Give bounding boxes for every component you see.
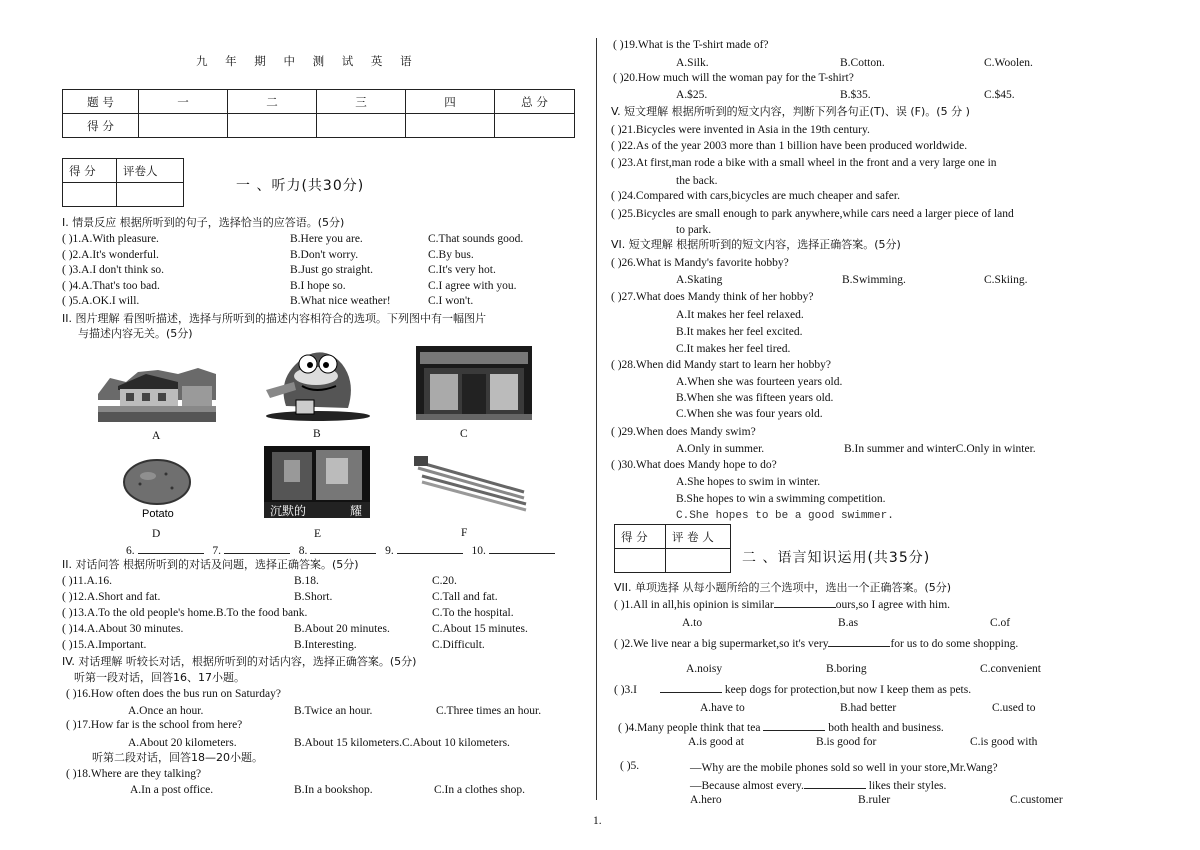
q26-option-a[interactable]: A.Skating (676, 274, 723, 286)
q1-option-a[interactable]: A.to (682, 617, 703, 629)
q17-option-a[interactable]: A.About 20 kilometers. (128, 737, 237, 749)
q5-stem-a: —Because almost every. (690, 780, 804, 792)
q5-option-a[interactable]: A.hero (690, 794, 722, 806)
sec3-heading: II. 对话问答 根据所听到的对话及问题，选择正确答案。(5分) (62, 558, 359, 571)
q28-option-b[interactable]: B.When she was fifteen years old. (676, 392, 834, 404)
sec3-question-5-option-c[interactable]: C.Difficult. (432, 639, 485, 651)
q4-option-a[interactable]: A.is good at (688, 736, 744, 748)
sec1-question-2-option-b[interactable]: B.Don't worry. (290, 248, 359, 261)
sec3-question-3-stem: ( )13.A.To the old people's home.B.To the food bank. (62, 607, 308, 619)
grader-score-label: 得 分 (63, 159, 117, 183)
score-table-col-total: 总 分 (495, 90, 575, 114)
q28-option-a[interactable]: A.When she was fourteen years old. (676, 376, 843, 388)
q30-option-b[interactable]: B.She hopes to win a swimming competition. (676, 493, 886, 505)
q5-option-b[interactable]: B.ruler (858, 794, 891, 806)
score-cell[interactable] (406, 114, 495, 138)
sec6-heading: VI. 短文理解 根据所听到的短文内容，选择正确答案。(5分) (611, 238, 901, 251)
blank-label-10: 10. (471, 545, 486, 557)
q17-option-bc[interactable]: B.About 15 kilometers.C.About 10 kilometers. (294, 737, 510, 749)
q4-option-c[interactable]: C.is good with (970, 736, 1038, 748)
question-26: ( )26.What is Mandy's favorite hobby? (611, 257, 789, 269)
answer-blank-7[interactable] (224, 543, 290, 554)
q3-option-a[interactable]: A.have to (700, 702, 745, 714)
q29-option-a[interactable]: A.Only in summer. (676, 443, 765, 455)
sec3-question-1-stem: ( )11.A.16. (62, 575, 113, 587)
sec1-question-3-stem: ( )3.A.I don't think so. (62, 264, 165, 276)
q20-option-c[interactable]: C.$45. (984, 89, 1015, 101)
picture-e-label: E (314, 528, 322, 540)
answer-blank-6[interactable] (138, 543, 204, 554)
potato-caption: Potato (142, 508, 174, 520)
sec3-question-2-option-c[interactable]: C.Tall and fat. (432, 591, 498, 603)
q3-option-b[interactable]: B.had better (840, 702, 897, 714)
blank-label-9: 9. (385, 545, 394, 557)
picture-b-cartoon (256, 346, 374, 422)
q5-dialogue-2 (690, 778, 946, 793)
sec2-heading-2: 与描述内容无关。(5分) (78, 327, 193, 340)
grader-score-cell[interactable] (615, 549, 666, 573)
question-25-cont: to park. (676, 224, 712, 236)
column-divider (596, 38, 597, 800)
grader-label: 评卷人 (117, 159, 184, 183)
sec4-heading: IV. 对话理解 听较长对话，根据所听到的对话内容，选择正确答案。(5分) (62, 655, 417, 668)
grader-score-cell[interactable] (63, 183, 117, 207)
picture-d-label: D (152, 528, 161, 540)
picture-f-chopsticks (412, 448, 530, 518)
q20-option-b[interactable]: B.$35. (840, 89, 871, 101)
q30-option-a[interactable]: A.She hopes to swim in winter. (676, 476, 821, 488)
q3-stem-a: ( )3.I (614, 684, 637, 696)
sec4-sub1: 听第一段对话，回答16、17小题。 (74, 671, 245, 684)
sec3-question-2-stem: ( )12.A.Short and fat. (62, 591, 161, 603)
sec1-question-5-stem: ( )5.A.OK.I will. (62, 295, 140, 307)
question-vii-5: ( )5. (620, 760, 640, 772)
question-19: ( )19.What is the T-shirt made of? (613, 39, 769, 51)
q19-option-b[interactable]: B.Cotton. (840, 57, 885, 69)
q5-dialogue-1: —Why are the mobile phones sold so well in your store,Mr.Wang? (690, 762, 998, 774)
q16-option-c[interactable]: C.Three times an hour. (436, 705, 542, 717)
blank-label-6: 6. (126, 545, 135, 557)
sec3-question-5-option-b[interactable]: B.Interesting. (294, 639, 357, 651)
sec1-question-2-option-c[interactable]: C.By bus. (428, 248, 474, 261)
sec7-heading: VII. 单项选择 从每小题所给的三个选项中，选出一个正确答案。(5分) (614, 581, 952, 594)
q16-option-a[interactable]: A.Once an hour. (128, 705, 204, 717)
q2-option-b[interactable]: B.boring (826, 663, 867, 675)
q26-option-b[interactable]: B.Swimming. (842, 274, 906, 286)
q18-option-a[interactable]: A.In a post office. (130, 784, 214, 796)
sec3-question-3-option-c[interactable]: C.To the hospital. (432, 607, 514, 619)
sec1-question-1-stem: ( )1.A.With pleasure. (62, 233, 159, 245)
q19-option-a[interactable]: A.Silk. (676, 57, 709, 69)
q2-option-a[interactable]: A.noisy (686, 663, 723, 675)
q3-stem-b: keep dogs for protection,but now I keep them as pets. (724, 684, 972, 696)
question-27: ( )27.What does Mandy think of her hobby? (611, 291, 814, 303)
sec3-question-4-option-c[interactable]: C.About 15 minutes. (432, 623, 528, 635)
score-table (62, 89, 575, 138)
poster-caption-2: 耀 (350, 504, 363, 518)
grader-box-part2 (614, 524, 731, 573)
sec1-heading: I. 情景反应 根据所听到的句子，选择恰当的应答语。(5分) (62, 216, 345, 229)
sec1-question-4-option-c[interactable]: C.I agree with you. (428, 279, 517, 292)
q1-stem-a: ( )1.All in all,his opinion is similar (614, 599, 774, 611)
picture-d-potato (120, 456, 194, 520)
q27-option-a[interactable]: A.It makes her feel relaxed. (676, 309, 804, 321)
sec1-question-5-option-c[interactable]: C.I won't. (428, 295, 474, 307)
sec1-question-3-option-b[interactable]: B.Just go straight. (290, 264, 374, 276)
q3-blank[interactable] (660, 682, 722, 693)
question-vii-3 (614, 682, 971, 697)
q18-option-c[interactable]: C.In a clothes shop. (434, 784, 526, 796)
q27-option-c[interactable]: C.It makes her feel tired. (676, 343, 791, 355)
q4-blank[interactable] (763, 720, 825, 731)
q5-blank[interactable] (804, 778, 866, 789)
picture-a-label: A (152, 430, 161, 442)
score-cell[interactable] (139, 114, 228, 138)
question-30: ( )30.What does Mandy hope to do? (611, 459, 777, 471)
score-table-col-2: 二 (228, 90, 317, 114)
answer-blank-10[interactable] (489, 543, 555, 554)
score-table-col-1: 一 (139, 90, 228, 114)
q18-option-b[interactable]: B.In a bookshop. (294, 784, 373, 796)
q20-option-a[interactable]: A.$25. (676, 89, 708, 101)
answer-blank-8[interactable] (310, 543, 376, 554)
q4-stem-a: ( )4.Many people think that tea (618, 722, 761, 734)
picture-c-label: C (460, 428, 468, 440)
question-22: ( )22.As of the year 2003 more than 1 billion have been produced worldwide. (611, 140, 968, 152)
sec1-question-5-option-b[interactable]: B.What nice weather! (290, 295, 391, 307)
q26-option-c[interactable]: C.Skiing. (984, 274, 1028, 286)
question-vii-1 (614, 597, 950, 612)
score-table-label-score: 得 分 (63, 114, 139, 138)
picture-c-shop (416, 346, 532, 420)
q16-option-b[interactable]: B.Twice an hour. (294, 705, 373, 717)
sec5-heading: V. 短文理解 根据所听到的短文内容，判断下列各句正(T)、误 (F)。(5 分 ) (611, 105, 970, 118)
picture-b-label: B (313, 428, 321, 440)
sec2-answer-blanks (126, 543, 561, 558)
score-cell[interactable] (317, 114, 406, 138)
sec1-question-1-option-b[interactable]: B.Here you are. (290, 233, 363, 245)
q2-stem-a: ( )2.We live near a big supermarket,so it's very (614, 638, 829, 650)
question-vii-2 (614, 636, 1018, 651)
grader-score-label: 得 分 (615, 525, 666, 549)
picture-e-poster (264, 446, 370, 518)
q27-option-b[interactable]: B.It makes her feel excited. (676, 326, 803, 338)
grader-name-cell[interactable] (666, 549, 731, 573)
q1-blank[interactable] (774, 597, 836, 608)
blank-label-7: 7. (212, 545, 221, 557)
sec3-question-1-option-c[interactable]: C.20. (432, 575, 457, 587)
score-cell[interactable] (495, 114, 575, 138)
q2-option-c[interactable]: C.convenient (980, 663, 1041, 675)
score-cell[interactable] (228, 114, 317, 138)
q19-option-c[interactable]: C.Woolen. (984, 57, 1033, 69)
sec2-heading-1: II. 图片理解 看图听描述，选择与所听到的描述内容相符合的选项。下列图中有一幅图片 (62, 312, 486, 325)
grader-name-cell[interactable] (117, 183, 184, 207)
question-28: ( )28.When did Mandy start to learn her hobby? (611, 359, 832, 371)
page-title: 九 年 期 中 测 试 英 语 (196, 54, 419, 68)
q30-option-c[interactable]: C.She hopes to be a good swimmer. (676, 510, 894, 522)
q4-option-b[interactable]: B.is good for (816, 736, 877, 748)
blank-label-8: 8. (298, 545, 308, 557)
grader-label: 评 卷 人 (666, 525, 731, 549)
sec3-question-2-option-b[interactable]: B.Short. (294, 591, 333, 603)
sec1-question-3-option-c[interactable]: C.It's very hot. (428, 264, 496, 276)
q29-option-bc[interactable]: B.In summer and winterC.Only in winter. (844, 443, 1036, 455)
q28-option-c[interactable]: C.When she was four years old. (676, 408, 823, 420)
sec3-question-1-option-b[interactable]: B.18. (294, 575, 319, 587)
question-29: ( )29.When does Mandy swim? (611, 426, 756, 438)
picture-f-label: F (461, 527, 468, 539)
picture-a-house (98, 360, 216, 422)
part1-title: 一 、听力(共30分) (236, 178, 365, 194)
q1-option-c[interactable]: C.of (990, 617, 1011, 629)
q5-stem-b: likes their styles. (868, 780, 947, 792)
question-18: ( )18.Where are they talking? (66, 768, 202, 780)
sec4-sub2: 听第二段对话，回答18—20小题。 (92, 751, 263, 764)
question-23: ( )23.At first,man rode a bike with a small wheel in the front and a very large one in (611, 157, 997, 169)
sec1-question-4-option-b[interactable]: B.I hope so. (290, 279, 346, 292)
sec1-question-4-stem: ( )4.A.That's too bad. (62, 279, 160, 292)
question-23-cont: the back. (676, 175, 718, 187)
q1-option-b[interactable]: B.as (838, 617, 859, 629)
q5-option-c[interactable]: C.customer (1010, 794, 1063, 806)
question-21: ( )21.Bicycles were invented in Asia in the 19th century. (611, 124, 870, 136)
question-25: ( )25.Bicycles are small enough to park anywhere,while cars need a larger piece of land (611, 208, 1014, 220)
answer-blank-9[interactable] (397, 543, 463, 554)
sec3-question-4-option-b[interactable]: B.About 20 minutes. (294, 623, 390, 635)
q2-blank[interactable] (828, 636, 890, 647)
grader-box-part1 (62, 158, 184, 207)
sec3-question-5-stem: ( )15.A.Important. (62, 639, 147, 651)
question-16: ( )16.How often does the bus run on Saturday? (66, 688, 281, 700)
poster-caption: 沉默的 (270, 504, 307, 518)
q4-stem-b: both health and business. (828, 722, 944, 734)
q1-stem-b: ours,so I agree with him. (835, 599, 951, 611)
score-table-label-number: 题 号 (63, 90, 139, 114)
q3-option-c[interactable]: C.used to (992, 702, 1036, 714)
question-vii-4 (618, 720, 944, 735)
sec1-question-2-stem: ( )2.A.It's wonderful. (62, 248, 159, 261)
sec3-question-4-stem: ( )14.A.About 30 minutes. (62, 623, 184, 635)
q2-stem-b: for us to do some shopping. (890, 638, 1019, 650)
score-table-col-4: 四 (406, 90, 495, 114)
question-24: ( )24.Compared with cars,bicycles are much cheaper and safer. (611, 190, 900, 202)
page-number: 1. (593, 815, 602, 827)
question-17: ( )17.How far is the school from here? (66, 719, 243, 731)
sec1-question-1-option-c[interactable]: C.That sounds good. (428, 233, 524, 245)
question-20: ( )20.How much will the woman pay for the T-shirt? (613, 72, 854, 84)
part2-title: 二 、语言知识运用(共35分) (742, 550, 931, 566)
score-table-col-3: 三 (317, 90, 406, 114)
